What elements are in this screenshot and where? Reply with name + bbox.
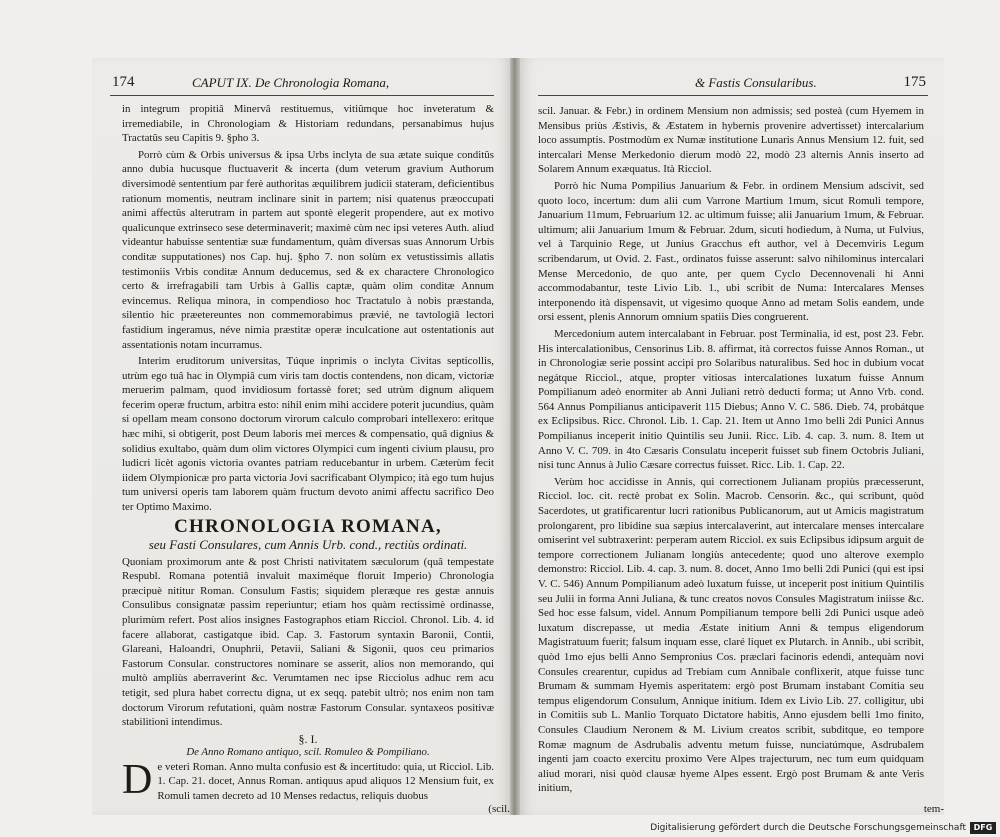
catchword-left: (scil. (488, 803, 510, 815)
dfg-logo: DFG (970, 822, 996, 834)
page-number-left: 174 (112, 74, 135, 90)
section-subtitle: seu Fasti Consulares, cum Annis Urb. cond., rectiùs ordinati. (148, 536, 468, 552)
digitization-footer (588, 822, 1000, 837)
paragraph: scil. Januar. & Febr.) in ordinem Mensium non admissis; sed posteà (cum Hyemem in Mensibus priùs Æstivis, & Æstatem in hybernis provenire advertisset) intercalarium loco assumptis. Postmodùm ex Numæ institutione Lunaris Annus Mensium 12. fuit, sed intercalari Mense Merkedonio dierum modò 22, modò 23 alternis Annis inserto ad Solarem Annum exæquatus. Ità Ricciol. (538, 105, 924, 176)
funding-credit: Digitalisierung gefördert durch die Deutsche Forschungsgemeinschaft (650, 823, 966, 833)
paragraph: Porrò cùm & Orbis universus & ipsa Urbs inclyta de sua ætate suique conditûs anno dubia hucusque fluctuaverit & incerta (dum veterum gravium Authorum diversimodè sententium par ferè authoritas æquilibrem judicii stateram, deficientibus rationum momentis, neutram inclinare sinit in partem; nisi quatenus præoccupati animi affectûs alterutram in partem aut spontè elegerit propendere, aut ex motivo qualicunque extrinseco sese determinaverit; maximè cùm nec ipsi veteres Auth. aliud videantur habuisse sententiæ suæ fundamentum, quàm diversas suas Annorum Urbis conditæ supputationes) nos Cap. huj. §pho 7. non solùm ex vetustissimis allatis testimoniis Vrbis conditæ Annum deducemus, sed & ex charactere Chronologico certo & irrefragabili tam Urbis à Gallis captæ, quàm olim conditæ Annum evincemus. Reliqua minora, in compendioso hoc Tractatulo à nobis præstanda, silentio hic præetereuntes non commemorabimus prævié, ne tavtologiâ lectori fastidium ingeramus, néve nimia præstitæ operæ inculcatione aut ostentationis aut assentationis notam incurramus. (122, 148, 494, 351)
section-intro: Quoniam proximorum ante & post Christi nativitatem sæculorum (quâ tempestate Respubl. Romana potentiâ invaluit maximéque floruit Imperio) Chronologia præcipuè nititur Roman. Consulum Fastis; siquidem pleræque res gestæ annuis Consulibus consignatæ passim reperiuntur; etiam hos quàm rectissimè ordinasse, plurimùm refert. Post alios insignes Fastographos etiam Ricciol. Chronol. Lib. 4. id facere allaborat, castigatque ibid. Cap. 3. Fastorum syntaxin Baronii, Contii, Glareani, Haloandri, Onuphrii, Petavii, Saliani & Sigonii, quos ceu primarios Fastorum Consular. constructores nominare se asserit, alios non memorando, qui multò ampliùs aberraverint &c. Verumtamen nec ipse Ricciolus adhuc rem acu tetigit, sed plura habet correctu digna, ut ex seqq. patebit ultrò; nos enim non tam doctorum Virorum refutationi, quàm nostræ Fastorum Consular. syntaxeos positivæ stabilitioni intendimus. (122, 555, 494, 729)
subsection-paragraph (122, 756, 494, 804)
running-head-left (112, 74, 492, 94)
head-rule-left (110, 95, 494, 96)
subsection-heading: De Anno Romano antiquo, scil. Romuleo & Pompiliano. (186, 745, 430, 758)
section-number: §. I. (298, 731, 318, 746)
left-page-text (122, 102, 494, 806)
section-title: CHRONOLOGIA ROMANA, (174, 515, 442, 537)
head-rule-right (538, 95, 928, 96)
catchword-right: tem- (923, 803, 944, 815)
paragraph: Verùm hoc accidisse in Annis, qui correctionem Julianam propiùs præcesserunt, Ricciol. loc. cit. rectè probat ex Solin. Macrob. Censorin. &c., qui scribunt, quòd Sacerdotes, ut gratificarentur lucri rationibus Publicanorum, aut ut Amicis magistratum prolongarent, pro libidine sua sæpius intercalaverint, aut intercalare menses intercalare omiserint vel subtraxerint: perperam autem Ricciol. ex suis Eclipsibus idipsum arguit de tempore correctionem Julianam longiùs antecedente; quod uno alterove exemplo demonstro: Ricciol. Lib. 4. cap. 3. num. 8. docet, Anno 1mo belli 2di Punici (qui est ipsi V. C. 546) Annum Pompilianum adeò luxatum fuisse, ut inceperit post initium Quintilis seu Julii in forma Anni Juliana, & tunc creatos novos Consules Magistratum iniisse &c. Sed hoc esse falsum, videl. Annum Pompilianum tempore belli 2di Punici usque adeò luxatum discrepasse, ut media Æstate initium Anni & tempus eligendorum Magistratuum fuerit; falsum inquam esse, claré liquet ex Plutarch. in Annib., ubi scribit, quòd 1mo ejus belli Anno Sempronius Cos. præclari facinoris edendi, antequàm novi Consules crearentur, cupidus ad Trebiam cum Annibale conflixerit, atque fuisse tunc Brumam & summam Hyemis asperitatem: ergò post Brumam instabant Comitia seu tempus eligendorum Consulum, Annique initium. Idem ex Livio Lib. 27. colligitur, ubi in Comitiis sub L. Manlio Torquato Dictatore habitis, Anno ejusdem belli 1mo finito, Consules Claudium Neronem & M. Livium creatos scribit, subditque, eo tempore Romæ magnum de Asdrubalis adventu metum fuisse, nunciatúmque, Asdrubalem ingenti jam coacto exercitu proximo Vere Alpes trajecturum, nec tum eum quidquam aliud morari, nisi quòd clausæ hyeme Alpes essent. Ergò post Brumam & ante Veris initium, (538, 475, 924, 795)
right-page-text (538, 104, 924, 798)
right-page (520, 58, 944, 815)
running-head-title-right: & Fastis Consularibus. (695, 75, 817, 90)
drop-capital: D (122, 756, 153, 803)
book-gutter (510, 58, 520, 815)
paragraph: Porrò hic Numa Pompilius Januarium & Febr. in ordinem Mensium adscivit, sed quoto loco, incertum: dum alii cum Varrone Martium 1mum, sicut Romuli tempore, Januarium 11mum, Februarium 12. ac ultimum fuisse; alii Januarium 1mum, & Februar. ultimum; alii Januarium 1mum & Februar. 2dum, sicuti hodiedum, à Numa, ut Fulvius, vel à Tarquinio Rege, ut Junius Gracchus eft author, vel à Decemviris Legum scribendarum, ut Ovid. 2. Fast., ordinatos fuisse asserunt: salvo nihilominus intercalari Mense Mercedonio, de quo ante, per quem Cyclo Decennovenali hi Anni accommodabantur, teste Livio Lib. 1., ubi scribit de Numa: Intercalares Menses interponendo ità dispensavit, ut vigesimo quoque Anno ad metam Solis eandem, unde orsi essent, plenis Annorum omnium spatiis Dies congruerent. (538, 179, 924, 324)
page-number-right: 175 (903, 74, 926, 90)
paragraph: Interim eruditorum universitas, Túque inprimis o inclyta Civitas septicollis, utrùm ego tuâ hac in Olympiâ cum viris tam doctis contendens, non dicam, victoriæ meruerim palmam, quod invidiosum fortassè foret; sed utrùm dignum aliquem fecerim operæ fructum, arbitra esto: nihil enim mihi accidere poterit jucundius, quàm si opellam meam consono doctorum virorum calculo comprobari intellexero: eritque hæc mihi, si obtigerit, post Deum laboris mei merces & compensatio, quâ dignius & solidius exultabo, quàm dum olim victores Olympici cum ingenti civium plausu, pro ludicri licèt agonis victoria ovantes patriam reducebantur in urbem. Cæterùm fecit iidem Olympionicæ pro parta victoria Jovi sacrificabant Olympico; ità ego tum hujus tum universi operis tam laborem quàm fructum devoto animi affectu sacrifico Deo ter Optimo Maximo. (122, 355, 494, 514)
left-page (92, 58, 510, 815)
running-head-title-left: CAPUT IX. De Chronologia Romana, (192, 75, 390, 90)
paragraph: Mercedonium autem intercalabant in Februar. post Terminalia, id est, post 23. Febr. His intercalationibus, Censorinus Lib. 8. affirmat, ità correctos fuisse Annos Roman., ut in Chronologiæ serie possint accipi pro Solaribus naturalibus. Sed hoc in dubium vocat negátque Ricciol., atque, propter vitiosas intercalationes luxatum fuisse Annum Pompilianum adeò enormiter ab Anni Juliani retrò deducti forma; ut Anno Vrb. cond. 564 Annus Pompilianus anticipaverit 115 Diebus; Anno V. C. 586. Dieb. 74, probátque ex Eclipsibus. Ricc. Chronol. Lib. 1. Cap. 21. Item ut Anno 1mo belli 2di Punici Annus Pompilianus inceperit initio Quintilis seu Junii. Ricc. Lib. 4. cap. 3. num. 8. Item ut Anno V. C. 709. in 4to Cæsaris Consulatu inceperit fuisset sub finem Octobris Juliani, nisi tunc Annus à Julio Cæsare correctus fuisset. Ricc. Lib. 1. Cap. 22. (538, 327, 924, 472)
subsection-text: e veteri Roman. Anno multa confusio est & incertitudo: quia, ut Ricciol. Lib. 1. Cap. 21. docet, Annus Roman. antiquus apud aliquos 12 Mensium fuit, ex Romuli tamen decreto ad 10 Menses redactus, reliquis duobus (157, 760, 494, 802)
running-head-right (540, 74, 926, 94)
paragraph: in integrum propitiâ Minervâ restituemus, vitiûmque hoc inveteratum & irremediabile, in Chronologiam & Historiam redundans, persanabimus hujus Tractatûs seu Capitis 9. §pho 3. (122, 103, 494, 145)
